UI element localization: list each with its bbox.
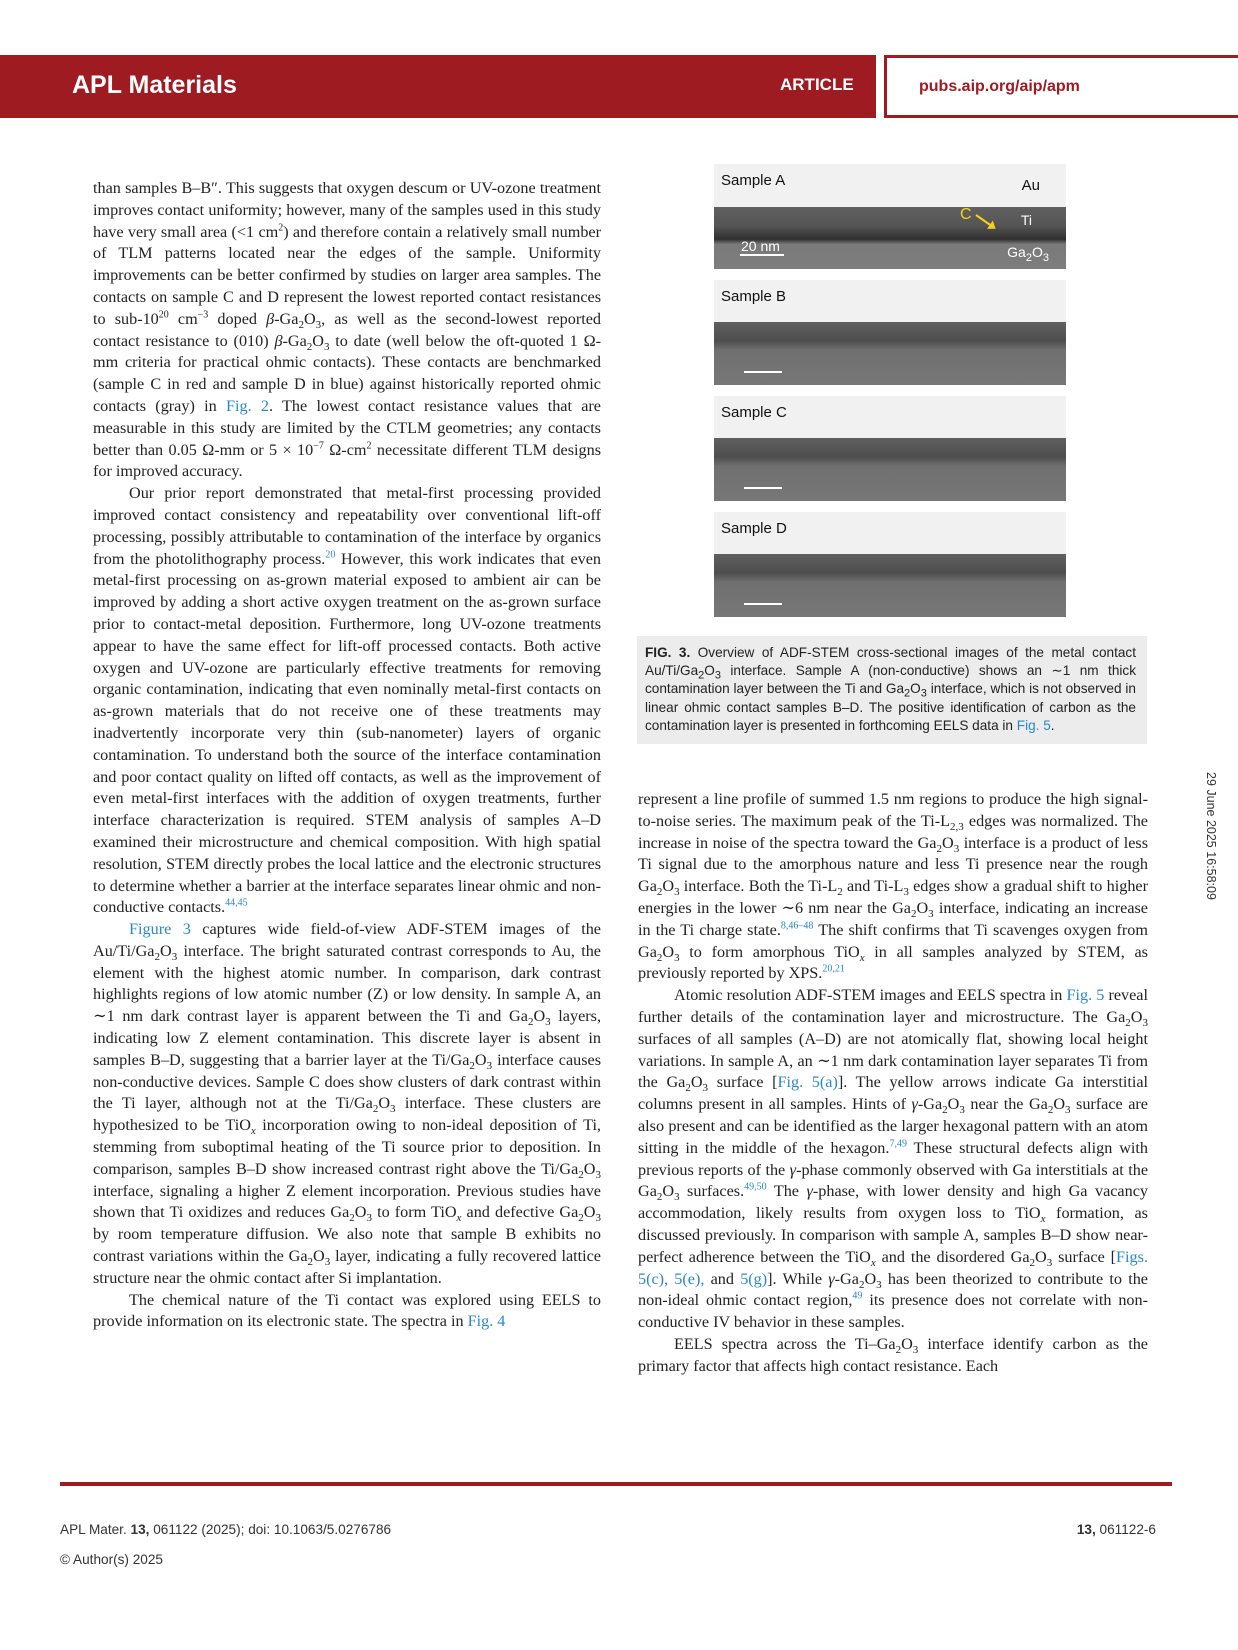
scale-bar — [744, 371, 782, 373]
citation-link[interactable]: 49,50 — [744, 1181, 767, 1193]
article-label: ARTICLE — [780, 75, 854, 94]
citation-link[interactable]: 8,46–48 — [780, 920, 814, 932]
page-volume: 13, — [1076, 1522, 1096, 1537]
panel-label: Sample A — [721, 172, 786, 189]
panel-label: Sample B — [721, 288, 787, 305]
paragraph: Figure 3 captures wide field-of-view ADF-STEM images of the $Au/Ti/Ga_2O_3$ interface. The bright saturated contrast corresponds to Au, the element with the highest atomic number. In comparison, dark contrast highlights regions of low atomic number (Z) or low density. In sample A, an ∼1 nm dark contrast layer is apparent between the Ti and $Ga_2O_3$ layers, indicating low Z element contamination. This discrete layer is absent in samples B–D, suggesting that a barrier layer at the $Ti/Ga_2O_3$ interface causes non-conductive devices. Sample C does show clusters of dark contrast within the Ti layer, although not at the $Ti/Ga_2O_3$ interface. These clusters are hypothesized to be TiO$_x$ incorporation owing to non-ideal deposition of Ti, stemming from suboptimal heating of the Ti source prior to deposition. In comparison, samples B–D show increased contrast right above the $Ti/Ga_2O_3$ interface, signaling a higher Z element incorporation. Previous studies have shown that Ti oxidizes and reduces $Ga_2O_3$ to form TiO$_x$ and defective $Ga_2O_3$ by room temperature diffusion. We also note that sample B exhibits no contrast variations within the $Ga_2O_3$ layer, indicating a fully recovered lattice structure near the ohmic contact after Si implantation. — [93, 920, 602, 1287]
header-right — [884, 55, 1238, 118]
journal-url-link[interactable]: pubs.aip.org/aip/apm — [919, 78, 1080, 95]
paragraph: represent a line profile of summed 1.5 nm regions to produce the high signal-to-noise series. The maximum peak of the $Ti-L_{2,3}$ edges was normalized. The increase in noise of the spectra toward the $Ga_2O_3$ interface is a product of less Ti signal due to the amorphous nature and less Ti presence near the rough $Ga_2O_3$ interface. Both the $Ti-L_2$ and $Ti-L_3$ edges show a gradual shift to higher energies in the lower ∼6 nm near the $Ga_2O_3$ interface, indicating an increase in the Ti charge state.$^{8,46-48}$ The shift confirms that Ti scavenges oxygen from $Ga_2O_3$ to form amorphous TiO$_x$ in all samples analyzed by STEM, as previously reported by XPS.$^{20,21}$ — [638, 790, 1148, 983]
header-left — [0, 55, 876, 118]
panel-sample-b — [714, 280, 1066, 385]
scale-bar — [740, 254, 784, 256]
paragraph: than samples B–B″. This suggests that oxygen descum or UV-ozone treatment improves contact uniformity; however, many of the samples used in this study have very small area (<1 $cm^2$) and therefore contain a relatively small number of TLM patterns located near the edges of the sample. Uniformity improvements can be better confirmed by studies on larger area samples. The contacts on sample C and D represent the lowest reported contact resistances to sub-$10^{20}$ $cm^{-3}$ doped $\beta-Ga_2O_3$, as well as the second-lowest reported contact resistance to (010) $\beta-Ga_2O_3$ to date (well below the oft-quoted 1 Ω-mm criteria for practical ohmic contacts). These contacts are benchmarked (sample C in red and sample D in blue) against historically reported ohmic contacts (gray) in Fig. 2. The lowest contact resistance values that are measurable in this study are limited by the CTLM geometries; any contacts better than 0.05 Ω-mm or $5 \times 10^{-7}$ $\Omega-cm^2$ necessitate different TLM designs for improved accuracy. — [93, 179, 602, 481]
panel-sample-a — [714, 164, 1066, 269]
paragraph: Atomic resolution ADF-STEM images and EELS spectra in Fig. 5 reveal further details of the contamination layer and microstructure. The $Ga_2O_3$ surfaces of all samples (A–D) are not atomically flat, showing local height variations. In sample A, an ∼1 nm dark contamination layer separates Ti from the $Ga_2O_3$ surface [Fig. 5(a)]. The yellow arrows indicate Ga interstitial columns present in all samples. Hints of $\gamma-Ga_2O_3$ near the $Ga_2O_3$ surface are also present and can be identified as the larger hexagonal pattern with an atom sitting in the middle of the hexagon.$^{7,49}$ These structural defects align with previous reports of the γ-phase commonly observed with Ga interstitials at the $Ga_2O_3$ surfaces.$^{49,50}$ The γ-phase, with lower density and high Ga vacancy accommodation, likely results from oxygen loss to TiO$_x$ formation, as discussed previously. In comparison with sample A, samples B–D show near-perfect adherence between the TiO$_x$ and the disordered $Ga_2O_3$ surface [Figs. 5(c), 5(e), and 5(g)]. While $\gamma-Ga_2O_3$ has been theorized to contribute to the non-ideal ohmic contact region,$^{49}$ its presence does not correlate with non-conductive IV behavior in these samples. — [638, 986, 1149, 1332]
paragraph: EELS spectra across the $Ti-Ga_2O_3$ interface identify carbon as the primary factor that affects high contact resistance. Each — [638, 1334, 1148, 1375]
panel-sample-c — [714, 396, 1066, 501]
page-number — [1077, 1522, 1156, 1537]
scale-bar — [744, 487, 782, 489]
scale-bar-label: 20 nm — [741, 238, 780, 254]
footer-citation — [60, 1522, 391, 1537]
ti-label: Ti — [1020, 212, 1032, 228]
fig5g-link[interactable]: 5(g) — [740, 1269, 768, 1288]
caption-label: FIG. 3. — [645, 645, 691, 660]
panel-label: Sample D — [721, 520, 787, 537]
fig5a-link[interactable]: Fig. 5(a) — [777, 1073, 838, 1092]
citation-link[interactable]: 20,21 — [822, 963, 845, 975]
scale-bar — [744, 603, 782, 605]
fig5-link[interactable]: Fig. 5 — [1066, 986, 1105, 1005]
figure-caption: FIG. 3. Overview of ADF-STEM cross-sectional images of the metal contact $Au/Ti/Ga_2O_3$ interface. Sample A (non-conductive) shows an ∼1 nm thick contamination layer between the Ti and $Ga_2O_3$ interface, which is not observed in linear ohmic contact samples B–D. The positive identification of carbon as the contamination layer is presented in forthcoming EELS data in Fig. 5. — [637, 636, 1147, 744]
page-id: 061122-6 — [1095, 1522, 1156, 1537]
stem-image — [714, 438, 1066, 501]
download-timestamp — [1200, 772, 1218, 922]
fig5-links[interactable]: Figs. 5(c), 5(e), — [638, 1247, 1148, 1288]
c-label: C — [960, 206, 972, 223]
panel-sample-d — [714, 512, 1066, 617]
citation-link[interactable]: 20 — [325, 549, 336, 561]
right-column — [638, 789, 1148, 1378]
stem-image — [714, 554, 1066, 617]
paragraph: Our prior report demonstrated that metal-first processing provided improved contact consistency and repeatability over conventional lift-off processing, possibly attributable to contamination of the interface by organics from the photolithography process.$^{20}$ However, this work indicates that even metal-first processing on as-grown material exposed to ambient air can be improved by adding a short active oxygen treatment on the as-grown surface prior to contact-metal deposition. Furthermore, long UV-ozone treatments appear to have the same effect for lift-off processed contacts. Both active oxygen and UV-ozone are particularly effective treatments for removing organic contamination, indicating that even nominally metal-first contacts on as-grown materials that do not receive one of these treatments may inadvertently incorporate very thin (sub-nanometer) layers of organic contamination. To understand both the source of the interface contamination and poor contact quality on lifted off contacts, as well as the improvement of even metal-first interfaces with the addition of oxygen treatments, further interface characterization is required. STEM analysis of samples A–D examined their microstructure and chemical composition. With high spatial resolution, STEM directly probes the local lattice and the electronic structures to determine whether a barrier at the interface separates linear ohmic and non-conductive contacts.$^{44,45}$ — [93, 484, 601, 917]
citation-volume: 13, — [130, 1522, 150, 1537]
footer-rule — [60, 1482, 1172, 1486]
fig2-link[interactable]: Fig. 2 — [225, 396, 269, 415]
timestamp-text: 29 June 2025 16:58:09 — [1204, 772, 1218, 900]
journal-title: APL Materials — [72, 71, 237, 99]
citation-link[interactable]: 44,45 — [225, 897, 248, 909]
panel-label: Sample C — [721, 404, 787, 421]
stem-image — [714, 322, 1066, 385]
footer-copyright: © Author(s) 2025 — [60, 1552, 163, 1567]
paragraph: The chemical nature of the Ti contact was explored using EELS to provide information on its electronic state. The spectra in Fig. 4 — [93, 1290, 601, 1331]
citation-doi: 061122 (2025); doi: 10.1063/5.0276786 — [149, 1522, 392, 1537]
fig5-link[interactable]: Fig. 5 — [1016, 717, 1051, 733]
figure-3 — [714, 164, 1066, 628]
fig3-link[interactable]: Figure 3 — [129, 920, 191, 939]
left-column — [93, 178, 601, 1333]
ga2o3-label: $Ga_2O_3$ — [1007, 244, 1049, 264]
citation-prefix: APL Mater. — [60, 1522, 131, 1537]
header-bar — [0, 55, 1238, 118]
fig4-link[interactable]: Fig. 4 — [467, 1312, 506, 1331]
citation-link[interactable]: 49 — [852, 1290, 863, 1302]
au-label: Au — [1021, 177, 1040, 194]
citation-link[interactable]: 7,49 — [889, 1138, 907, 1150]
